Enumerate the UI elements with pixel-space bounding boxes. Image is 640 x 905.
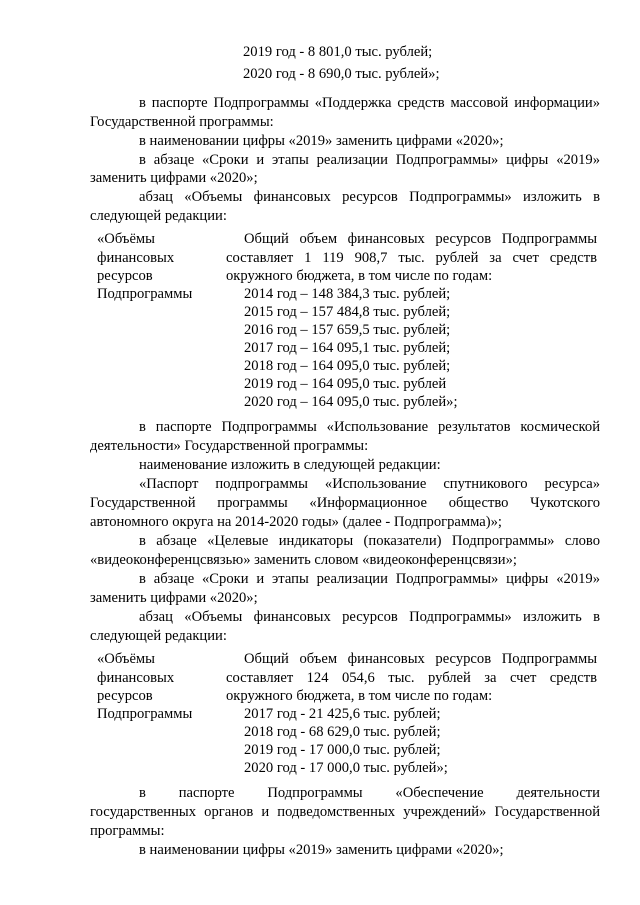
space-item-volume-line-1: абзац «Объемы финансовых ресурсов Подпрограммы» изложить в [139, 609, 600, 625]
media-year-2016: 2016 год – 157 659,5 тыс. рублей; [244, 322, 451, 338]
media-item-volume-line-2: следующей редакции: [90, 208, 227, 224]
space-table-intro-1: Общий объем финансовых ресурсов Подпрограммы [244, 651, 597, 667]
media-table-label-2: финансовых [97, 250, 175, 266]
media-heading-line-1: в паспорте Подпрограммы «Поддержка средств массовой информации» [139, 95, 600, 111]
media-item-volume-line-1: абзац «Объемы финансовых ресурсов Подпрограммы» изложить в [139, 189, 600, 205]
space-table-label-2: финансовых [97, 670, 175, 686]
space-heading-line-1: в паспорте Подпрограммы «Использование результатов космической [139, 419, 600, 435]
space-passport-line-2: Государственной программы «Информационное общество Чукотского [90, 495, 600, 511]
support-heading-line-1: в паспорте Подпрограммы «Обеспечение деятельности [139, 785, 600, 801]
media-table-label-3: ресурсов [97, 268, 153, 284]
space-year-2020: 2020 год - 17 000,0 тыс. рублей»; [244, 760, 448, 776]
support-heading-line-3: программы: [90, 823, 165, 839]
media-item-name: в наименовании цифры «2019» заменить цифрами «2020»; [139, 133, 504, 149]
space-table-intro-2: составляет 124 054,6 тыс. рублей за счет средств [226, 670, 597, 686]
space-passport-line-1: «Паспорт подпрограммы «Использование спутникового ресурса» [139, 476, 600, 492]
media-table-label-1: «Объёмы [97, 231, 155, 247]
space-table-label-3: ресурсов [97, 688, 153, 704]
space-item-indicators-line-2: «видеоконференцсвязью» заменить словом «видеоконференцсвязи»; [90, 552, 517, 568]
space-table-intro-3: окружного бюджета, в том числе по годам: [226, 688, 493, 704]
space-heading-line-2: деятельности» Государственной программы: [90, 438, 369, 454]
space-year-2017: 2017 год - 21 425,6 тыс. рублей; [244, 706, 441, 722]
media-item-terms-line-2: заменить цифрами «2020»; [90, 170, 258, 186]
media-table-label-4: Подпрограммы [97, 286, 193, 302]
media-heading-line-2: Государственной программы: [90, 114, 274, 130]
media-table-intro-3: окружного бюджета, в том числе по годам: [226, 268, 493, 284]
space-item-name: наименование изложить в следующей редакции: [139, 457, 441, 473]
media-year-2019: 2019 год – 164 095,0 тыс. рублей [244, 376, 447, 392]
media-table-intro-2: составляет 1 119 908,7 тыс. рублей за счет средств [226, 250, 597, 266]
space-item-volume-line-2: следующей редакции: [90, 628, 227, 644]
space-year-2019: 2019 год - 17 000,0 тыс. рублей; [244, 742, 441, 758]
support-heading-line-2: государственных органов и подведомственных учреждений» Государственной [90, 804, 600, 820]
space-item-indicators-line-1: в абзаце «Целевые индикаторы (показатели) Подпрограммы» слово [139, 533, 600, 549]
space-year-2018: 2018 год - 68 629,0 тыс. рублей; [244, 724, 441, 740]
space-item-terms-line-2: заменить цифрами «2020»; [90, 590, 258, 606]
support-item-name: в наименовании цифры «2019» заменить цифрами «2020»; [139, 842, 504, 858]
media-year-2014: 2014 год – 148 384,3 тыс. рублей; [244, 286, 451, 302]
space-item-terms-line-1: в абзаце «Сроки и этапы реализации Подпрограммы» цифры «2019» [139, 571, 600, 587]
media-table-intro-1: Общий объем финансовых ресурсов Подпрограммы [244, 231, 597, 247]
space-table-label-4: Подпрограммы [97, 706, 193, 722]
media-year-2018: 2018 год – 164 095,0 тыс. рублей; [244, 358, 451, 374]
intro-year-2019: 2019 год - 8 801,0 тыс. рублей; [243, 44, 433, 60]
media-year-2017: 2017 год – 164 095,1 тыс. рублей; [244, 340, 451, 356]
media-year-2015: 2015 год – 157 484,8 тыс. рублей; [244, 304, 451, 320]
media-item-terms-line-1: в абзаце «Сроки и этапы реализации Подпрограммы» цифры «2019» [139, 152, 600, 168]
space-table-label-1: «Объёмы [97, 651, 155, 667]
intro-year-2020: 2020 год - 8 690,0 тыс. рублей»; [243, 66, 440, 82]
space-passport-line-3: автономного округа на 2014-2020 годы» (далее - Подпрограмма)»; [90, 514, 502, 530]
media-year-2020: 2020 год – 164 095,0 тыс. рублей»; [244, 394, 458, 410]
